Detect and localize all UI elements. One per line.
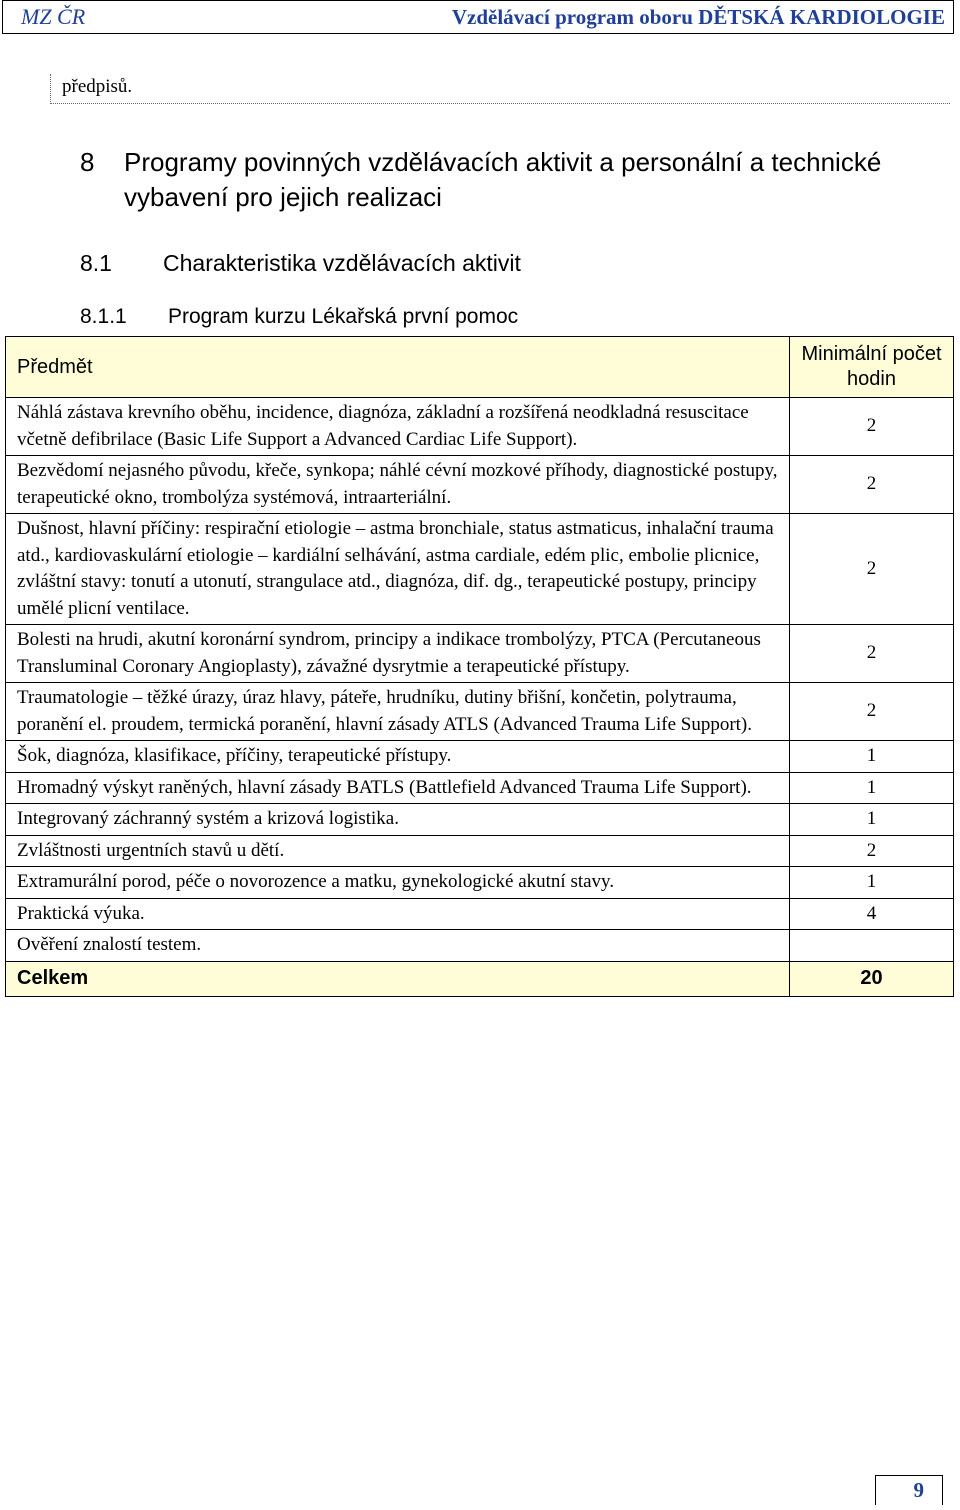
subject-cell: Náhlá zástava krevního oběhu, incidence, diagnóza, základní a rozšířená neodkladná resuscitace včetně defibrilace (Basic Life Support a Advanced Cardiac Life Support).: [6, 398, 790, 456]
subject-cell: Praktická výuka.: [6, 898, 790, 930]
subsubsection-title: Program kurzu Lékařská první pomoc: [168, 305, 519, 328]
hours-cell: 2: [790, 625, 954, 683]
subsection-number: 8.1: [80, 250, 112, 276]
hours-cell: 4: [790, 898, 954, 930]
section-title: Programy povinných vzdělávacích aktivit a personální a technické vybavení pro jejich realizaci: [124, 147, 882, 212]
table-row: [6, 898, 954, 930]
subsection-heading: [80, 250, 521, 277]
table-row: [6, 625, 954, 683]
table-row: [6, 930, 954, 962]
table-row: [6, 835, 954, 867]
page-header: [2, 0, 954, 34]
subject-cell: Bezvědomí nejasného původu, křeče, synkopa; náhlé cévní mozkové příhody, diagnostické postupy, terapeutické okno, trombolýza systémová, intraarteriální.: [6, 456, 790, 514]
hours-cell: 2: [790, 835, 954, 867]
header-left: MZ ČR: [21, 4, 86, 29]
subject-cell: Ověření znalostí testem.: [6, 930, 790, 962]
hours-cell: 2: [790, 514, 954, 625]
table-row: [6, 772, 954, 804]
table-header-row: [6, 337, 954, 398]
total-label: Celkem: [6, 961, 790, 996]
table-total-row: [6, 961, 954, 996]
table-row: [6, 456, 954, 514]
section-number: 8: [80, 147, 95, 177]
subject-cell: Zvláštnosti urgentních stavů u dětí.: [6, 835, 790, 867]
subject-cell: Šok, diagnóza, klasifikace, příčiny, terapeutické přístupy.: [6, 741, 790, 773]
course-table: [5, 336, 954, 997]
hours-cell: 1: [790, 804, 954, 836]
table-row: [6, 683, 954, 741]
column-header-hours: Minimální počet hodin: [790, 337, 954, 398]
hours-cell: 1: [790, 867, 954, 899]
subsection-title: Charakteristika vzdělávacích aktivit: [163, 250, 521, 276]
subject-cell: Dušnost, hlavní příčiny: respirační etiologie – astma bronchiale, status astmaticus, inhalační trauma atd., kardiovaskulární etiologie – kardiální selhávání, astma cardiale, edém plic, embolie plicnice, zvláštní stavy: tonutí a utonutí, strangulace atd., diagnóza, dif. dg., terapeutické postupy, principy umělé plicní ventilace.: [6, 514, 790, 625]
carryover-text: předpisů.: [62, 76, 133, 97]
subsubsection-heading: [80, 305, 518, 329]
divider: [50, 103, 950, 104]
subject-cell: Extramurální porod, péče o novorozence a matku, gynekologické akutní stavy.: [6, 867, 790, 899]
total-value: 20: [790, 961, 954, 996]
table-row: [6, 514, 954, 625]
hours-cell: 1: [790, 772, 954, 804]
table-row: [6, 804, 954, 836]
section-heading: [80, 145, 884, 215]
header-right: Vzdělávací program oboru DĚTSKÁ KARDIOLOGIE: [451, 4, 945, 29]
subject-cell: Bolesti na hrudi, akutní koronární syndrom, principy a indikace trombolýzy, PTCA (Percutaneous Transluminal Coronary Angioplasty), závažné dysrytmie a terapeutické přístupy.: [6, 625, 790, 683]
hours-cell: 1: [790, 741, 954, 773]
subject-cell: Traumatologie – těžké úrazy, úraz hlavy, páteře, hrudníku, dutiny břišní, končetin, polytrauma, poranění el. proudem, termická poranění, hlavní zásady ATLS (Advanced Trauma Life Support).: [6, 683, 790, 741]
subject-cell: Integrovaný záchranný systém a krizová logistika.: [6, 804, 790, 836]
table-row: [6, 741, 954, 773]
hours-cell: 2: [790, 398, 954, 456]
subject-cell: Hromadný výskyt raněných, hlavní zásady BATLS (Battlefield Advanced Trauma Life Support).: [6, 772, 790, 804]
divider-vertical: [50, 74, 51, 102]
hours-cell: 2: [790, 683, 954, 741]
column-header-subject: Předmět: [6, 337, 790, 398]
table-row: [6, 867, 954, 899]
subsubsection-number: 8.1.1: [80, 305, 127, 328]
hours-cell: 2: [790, 456, 954, 514]
hours-cell: [790, 930, 954, 962]
table-row: [6, 398, 954, 456]
page-number: 9: [875, 1475, 943, 1505]
